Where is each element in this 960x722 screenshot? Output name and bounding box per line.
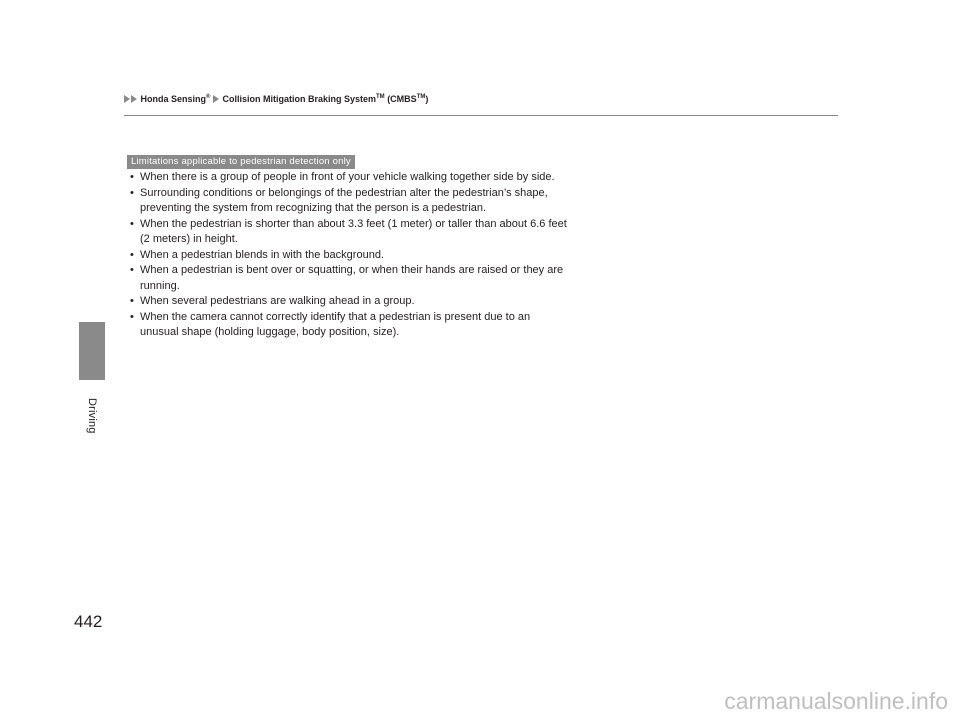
watermark: carmanualsonline.info xyxy=(724,688,948,714)
breadcrumb-item-honda-sensing[interactable]: Honda Sensing® xyxy=(140,94,211,104)
bullet-icon: • xyxy=(130,186,134,199)
breadcrumb-arrow-icon xyxy=(131,95,137,103)
breadcrumb-arrow-icon xyxy=(213,95,219,103)
list-item: • When several pedestrians are walking ahead in a group. xyxy=(130,294,570,310)
header-divider xyxy=(124,115,838,116)
chapter-tab[interactable] xyxy=(79,322,105,380)
list-item: • When the camera cannot correctly identify that a pedestrian is present due to an unusual shape (holding luggage, body position, size). xyxy=(130,310,531,338)
limitations-list xyxy=(130,170,570,341)
chapter-tab-label: Driving xyxy=(86,398,98,434)
list-item: • When a pedestrian blends in with the background. xyxy=(130,248,570,264)
list-item: • When a pedestrian is bent over or squatting, or when their hands are raised or they are running. xyxy=(130,264,564,292)
bullet-icon: • xyxy=(130,217,134,230)
section-label: Limitations applicable to pedestrian detection only xyxy=(127,155,355,169)
bullet-icon: • xyxy=(130,264,134,276)
breadcrumb-arrow-icon xyxy=(124,95,130,103)
bullet-icon: • xyxy=(130,295,134,307)
breadcrumb-item-cmbs[interactable]: Collision Mitigation Braking System™ (CMBS™) xyxy=(222,94,429,104)
bullet-icon: • xyxy=(130,248,134,261)
list-item: • When the pedestrian is shorter than about 3.3 feet (1 meter) or taller than about 6.6 feet (2 meters) in height. xyxy=(130,217,567,245)
list-item: • Surrounding conditions or belongings of the pedestrian alter the pedestrian’s shape, preventing the system from recognizing that the person is a pedestrian. xyxy=(130,186,548,214)
bullet-icon: • xyxy=(130,310,134,323)
breadcrumb xyxy=(124,94,428,104)
bullet-icon: • xyxy=(130,171,134,183)
list-item: • When there is a group of people in front of your vehicle walking together side by side. xyxy=(130,170,570,186)
page-number: 442 xyxy=(74,612,103,631)
